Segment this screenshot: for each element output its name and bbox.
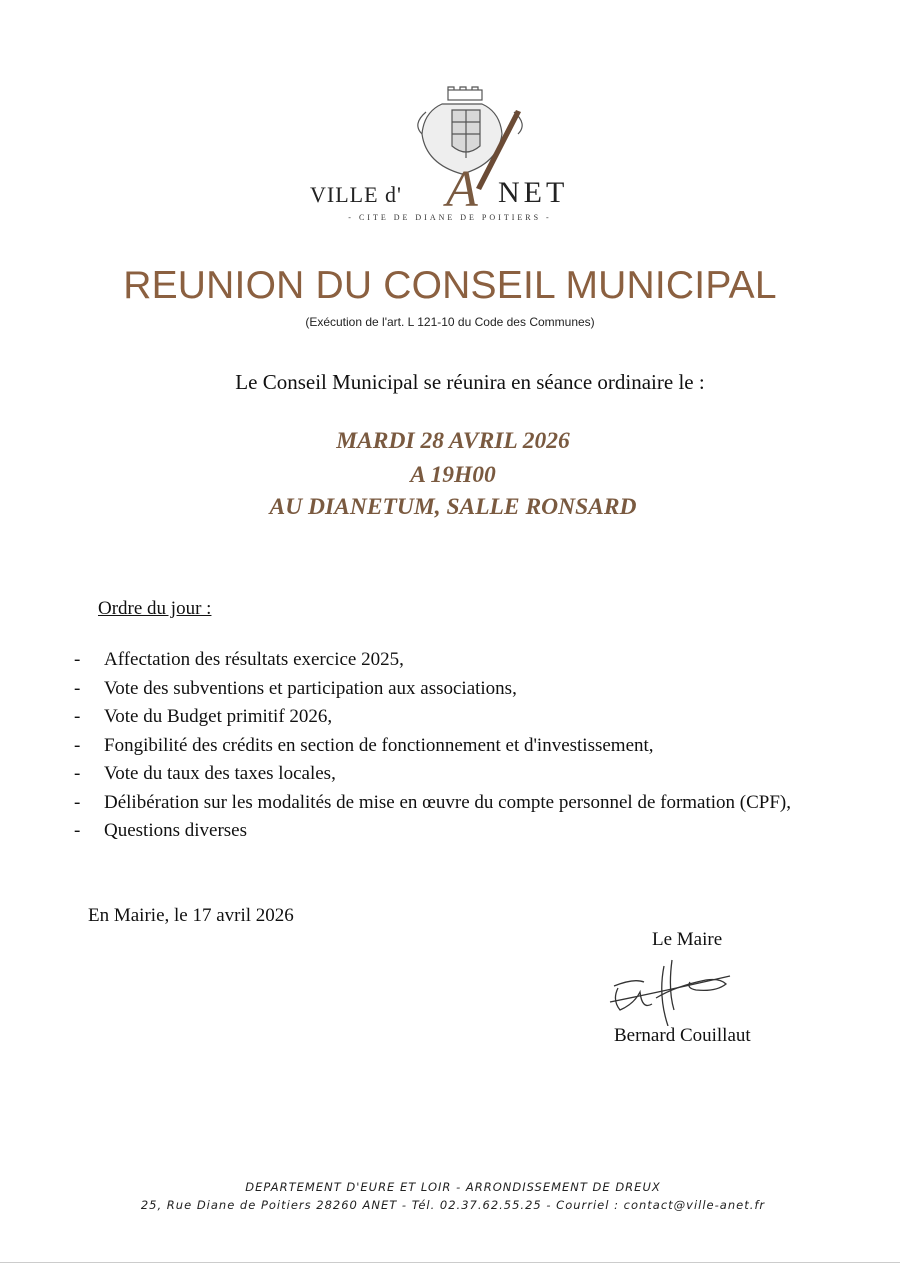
svg-text:A: A — [446, 161, 478, 214]
intro-text: Le Conseil Municipal se réunira en séance ordinaire le : — [235, 370, 705, 394]
footer-department: DEPARTEMENT D'EURE ET LOIR - ARRONDISSEMENT DE DREUX — [245, 1180, 661, 1194]
page-bottom-rule — [0, 1262, 900, 1263]
agenda-item: - Affectation des résultats exercice 2025, — [74, 649, 404, 670]
legal-reference: (Exécution de l'art. L 121-10 du Code des Communes) — [305, 315, 595, 329]
agenda-list — [72, 646, 852, 846]
event-date: MARDI 28 AVRIL 2026 — [336, 428, 570, 454]
logo-tagline: - CITE DE DIANE DE POITIERS - — [348, 213, 552, 222]
agenda-item: - Délibération sur les modalités de mise en œuvre du compte personnel de formation (CPF), — [74, 791, 792, 813]
agenda-item: - Vote des subventions et participation aux associations, — [74, 677, 517, 699]
page-title: REUNION DU CONSEIL MUNICIPAL — [123, 264, 777, 307]
event-place: AU DIANETUM, SALLE RONSARD — [269, 494, 637, 520]
signature-icon — [606, 956, 736, 1026]
place-date: En Mairie, le 17 avril 2026 — [88, 905, 294, 926]
agenda-title: Ordre du jour : — [98, 598, 212, 619]
mayor-name: Bernard Couillaut — [614, 1025, 751, 1046]
agenda-item: - Vote du Budget primitif 2026, — [74, 706, 333, 727]
svg-text:NET: NET — [498, 176, 569, 209]
mayor-role: Le Maire — [652, 929, 723, 950]
logo-wordmark — [300, 158, 620, 214]
event-time: A 19H00 — [410, 462, 496, 488]
svg-text:VILLE d': VILLE d' — [310, 182, 402, 207]
agenda-item: - Vote du taux des taxes locales, — [74, 763, 336, 784]
agenda-item: - Questions diverses — [74, 820, 248, 841]
footer-contact: 25, Rue Diane de Poitiers 28260 ANET - Tél. 02.37.62.55.25 - Courriel : contact@ville-anet.fr — [140, 1198, 766, 1212]
agenda-item: - Fongibilité des crédits en section de fonctionnement et d'investissement, — [74, 734, 654, 756]
